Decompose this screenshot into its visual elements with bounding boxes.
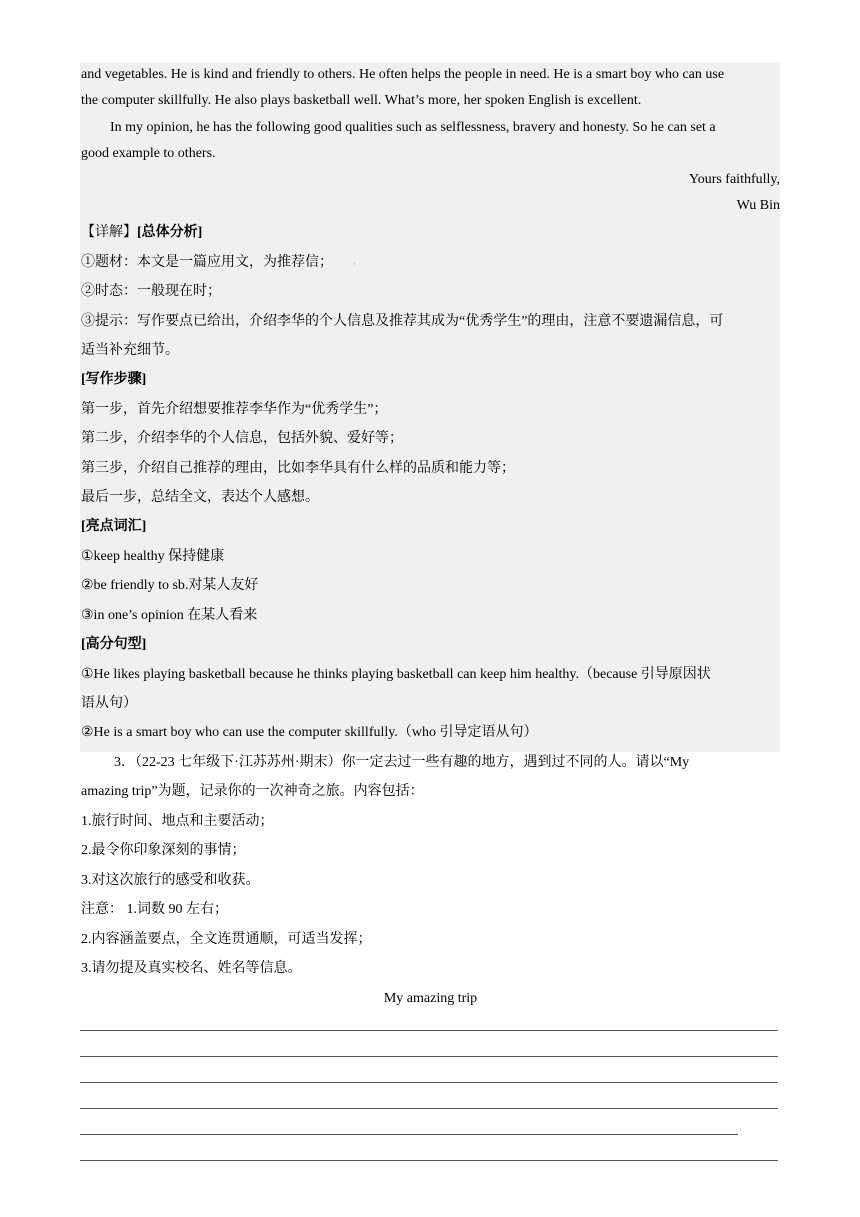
analysis-item: ①题材：本文是一篇应用文，为推荐信； <box>81 255 333 270</box>
note-item: 3.请勿提及真实校名、姓名等信息。 <box>81 961 302 976</box>
answer-blank-line <box>80 1108 778 1109</box>
section-heading: [亮点词汇] <box>81 519 147 534</box>
section-heading: [高分句型] <box>81 637 147 652</box>
answer-blank-line <box>80 1082 778 1083</box>
sentence-pattern: ①He likes playing basketball because he thinks playing basketball can keep him healthy.（because 引导原因状 <box>81 667 711 682</box>
writing-step: 最后一步，总结全文，表达个人感想。 <box>81 490 319 505</box>
answer-blank-line <box>80 1134 738 1135</box>
sentence-pattern: 语从句） <box>81 696 137 711</box>
answer-blank-line <box>80 1056 778 1057</box>
letter-signature: Wu Bin <box>736 198 780 213</box>
question-prompt: 3．（22-23 七年级下·江苏苏州·期末）你一定去过一些有趣的地方，遇到过不同的人。请以“My <box>114 755 690 770</box>
sentence-pattern: ②He is a smart boy who can use the computer skillfully.（who 引导定语从句） <box>81 725 538 740</box>
vocab-item: ③in one’s opinion 在某人看来 <box>81 608 258 623</box>
writing-step: 第三步，介绍自己推荐的理由，比如李华具有什么样的品质和能力等； <box>81 461 515 476</box>
letter-closing: Yours faithfully, <box>688 172 780 187</box>
note-item: 2.内容涵盖要点，全文连贯通顺，可适当发挥； <box>81 932 372 947</box>
analysis-item: ③提示：写作要点已给出，介绍李华的个人信息及推荐其成为“优秀学生”的理由，注意不要遗漏信息，可 <box>81 314 724 329</box>
analysis-item: 适当补充细节。 <box>81 343 179 358</box>
answer-text-line: and vegetables. He is kind and friendly to others. He often helps the people in need. He is a smart boy who can use <box>81 67 725 82</box>
requirement-item: 1.旅行时间、地点和主要活动； <box>81 814 274 829</box>
vocab-item: ②be friendly to sb.对某人友好 <box>81 578 259 593</box>
answer-blank-line <box>80 1030 778 1031</box>
writing-step: 第二步，介绍李华的个人信息，包括外貌、爱好等； <box>81 431 403 446</box>
answer-text-line: the computer skillfully. He also plays basketball well. What’s more, her spoken English is excellent. <box>81 93 642 108</box>
vocab-item: ①keep healthy 保持健康 <box>81 549 225 564</box>
analysis-heading <box>81 224 780 242</box>
answer-blank-line <box>80 1160 778 1161</box>
analysis-bracket-label: 【详解】 <box>81 225 137 240</box>
note-item: 注意： 1.词数 90 左右； <box>81 902 228 917</box>
answer-text-line: good example to others. <box>81 146 216 161</box>
stray-mark: · <box>739 1125 742 1135</box>
essay-title: My amazing trip <box>383 991 478 1006</box>
requirement-item: 2.最令你印象深刻的事情； <box>81 843 246 858</box>
section-heading: [写作步骤] <box>81 372 147 387</box>
question-prompt: amazing trip”为题，记录你的一次神奇之旅。内容包括： <box>81 784 424 799</box>
requirement-item: 3.对这次旅行的感受和收获。 <box>81 873 260 888</box>
stray-mark: · <box>353 259 356 269</box>
analysis-overview-label: [总体分析] <box>137 225 203 240</box>
answer-text-line: In my opinion, he has the following good qualities such as selflessness, bravery and honesty. So he can set a <box>110 120 716 135</box>
writing-step: 第一步，首先介绍想要推荐李华作为“优秀学生”； <box>81 402 388 417</box>
analysis-item: ②时态：一般现在时； <box>81 284 221 299</box>
